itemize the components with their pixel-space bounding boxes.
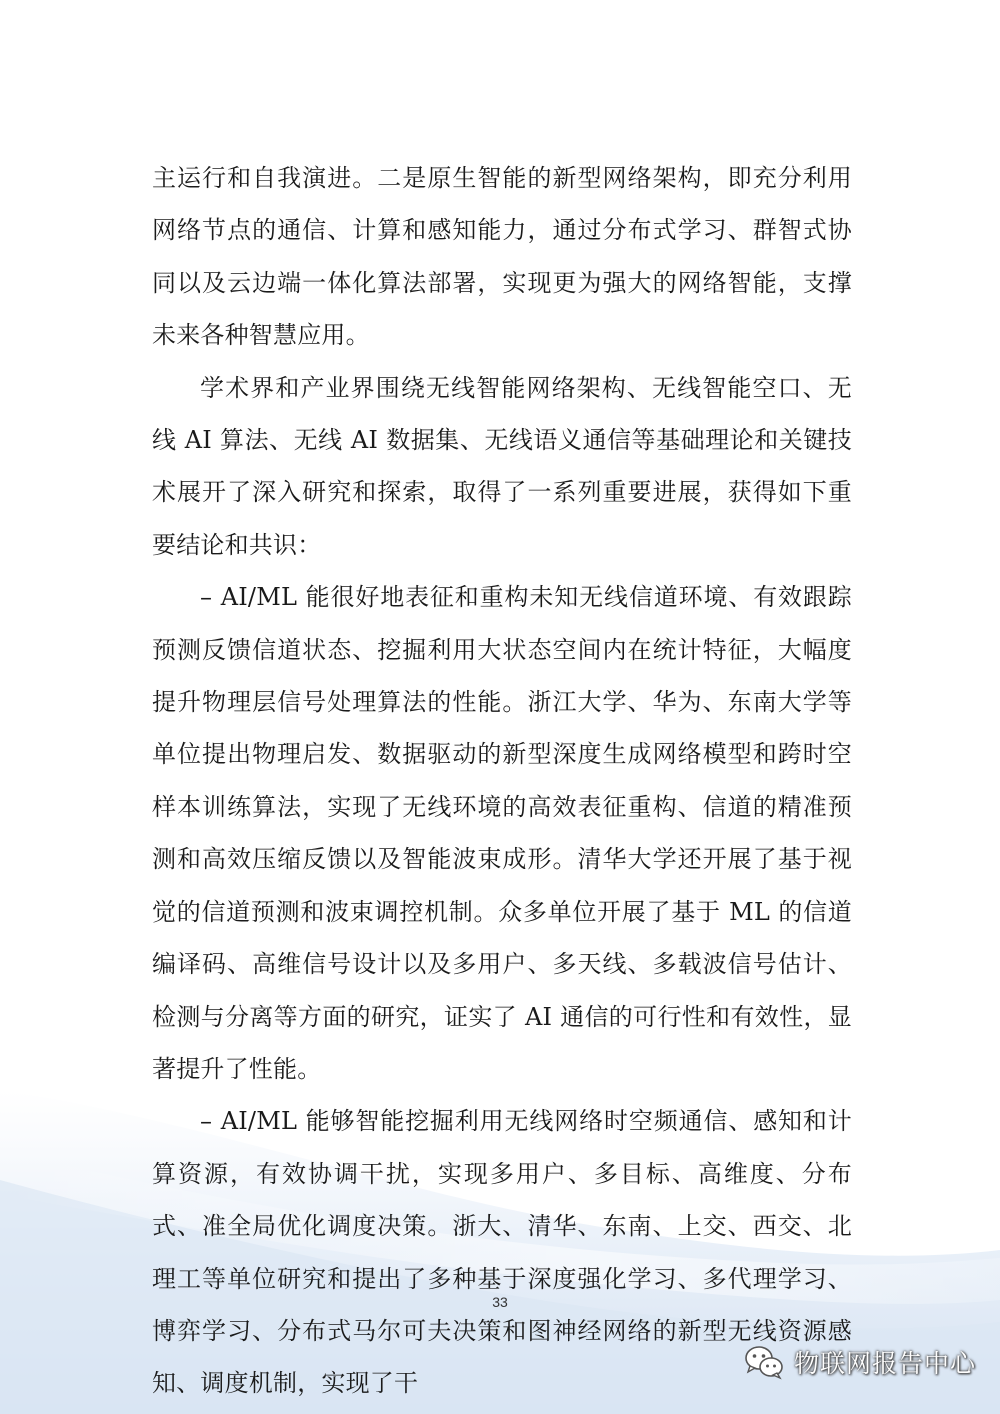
watermark-text: 物联网报告中心 [794, 1349, 977, 1378]
paragraph-bullet-1: – AI/ML 能很好地表征和重构未知无线信道环境、有效跟踪预测反馈信道状态、挖掘利用大状态空间内在统计特征，大幅度提升物理层信号处理算法的性能。浙江大学、华为、东南大学等单位提出物理启发、数据驱动的新型深度生成网络模型和跨时空样本训练算法，实现了无线环境的高效表征重构、信道的精准预测和高效压缩反馈以及智能波束成形。清华大学还开展了基于视觉的信道预测和波束调控机制。众多单位开展了基于 ML 的信道编译码、高维信号设计以及多用户、多天线、多载波信号估计、检测与分离等方面的研究，证实了 AI 通信的可行性和有效性，显著提升了性能。 [152, 583, 852, 1083]
paragraph-bullet-2: – AI/ML 能够智能挖掘利用无线网络时空频通信、感知和计算资源，有效协调干扰，实现多用户、多目标、高维度、分布式、准全局优化调度决策。浙大、清华、东南、上交、西交、北理工等单位研究和提出了多种基于深度强化学习、多代理学习、博弈学习、分布式马尔可夫决策和图神经网络的新型无线资源感知、调度机制，实现了干 [152, 1107, 852, 1398]
watermark [744, 1342, 976, 1382]
paragraph-continuation: 主运行和自我演进。二是原生智能的新型网络架构，即充分利用网络节点的通信、计算和感知能力，通过分布式学习、群智式协同以及云边端一体化算法部署，实现更为强大的网络智能，支撑未来各种智慧应用。 [152, 164, 852, 350]
page-number: 33 [492, 1294, 508, 1310]
wechat-icon [744, 1344, 784, 1380]
document-body [152, 152, 852, 1410]
paragraph-intro: 学术界和产业界围绕无线智能网络架构、无线智能空口、无线 AI 算法、无线 AI 数据集、无线语义通信等基础理论和关键技术展开了深入研究和探索，取得了一系列重要进展，获得如下重要结论和共识： [152, 373, 852, 559]
